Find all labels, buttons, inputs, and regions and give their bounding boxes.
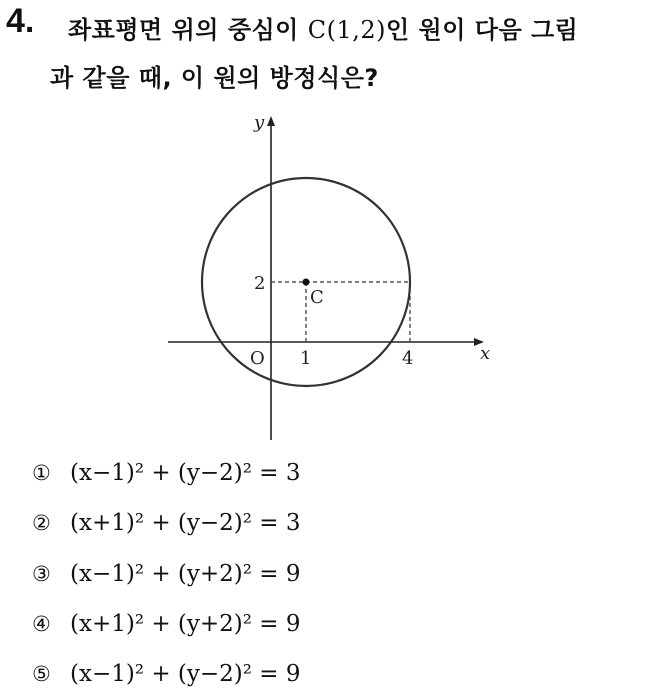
- y-axis-arrow-icon: [267, 116, 275, 126]
- center-expression: C(1,2): [307, 16, 386, 44]
- choice-2[interactable]: [32, 510, 301, 536]
- question-number: 4.: [6, 2, 35, 40]
- choice-text: (x+1)² + (y−2)² = 3: [70, 510, 301, 536]
- choice-text: (x−1)² + (y+2)² = 9: [70, 561, 301, 587]
- question-text-post: 인 원이 다음 그림: [386, 16, 579, 44]
- choice-marker: ④: [32, 612, 51, 636]
- tick-label-x1: 1: [300, 348, 312, 369]
- x-axis-label: x: [480, 343, 491, 364]
- origin-label: O: [250, 348, 265, 369]
- question-text-line2: 과 같을 때, 이 원의 방정식은?: [50, 64, 379, 92]
- choice-text: (x−1)² + (y−2)² = 9: [70, 661, 301, 687]
- choice-marker: ⑤: [32, 662, 51, 686]
- choice-text: (x+1)² + (y+2)² = 9: [70, 611, 301, 637]
- question-text-pre: 좌표평면 위의 중심이: [68, 16, 308, 44]
- center-point: [303, 279, 310, 286]
- center-label: C: [310, 287, 324, 308]
- choice-5[interactable]: [32, 661, 301, 687]
- choice-3[interactable]: [32, 561, 301, 587]
- y-axis-label: y: [254, 112, 265, 133]
- tick-label-y2: 2: [254, 273, 266, 294]
- choice-marker: ③: [32, 562, 51, 586]
- tick-label-x4: 4: [402, 348, 414, 369]
- choice-1[interactable]: [32, 460, 301, 486]
- choice-4[interactable]: [32, 611, 301, 637]
- choice-marker: ①: [32, 461, 51, 485]
- choice-text: (x−1)² + (y−2)² = 3: [70, 460, 301, 486]
- choice-marker: ②: [32, 511, 51, 535]
